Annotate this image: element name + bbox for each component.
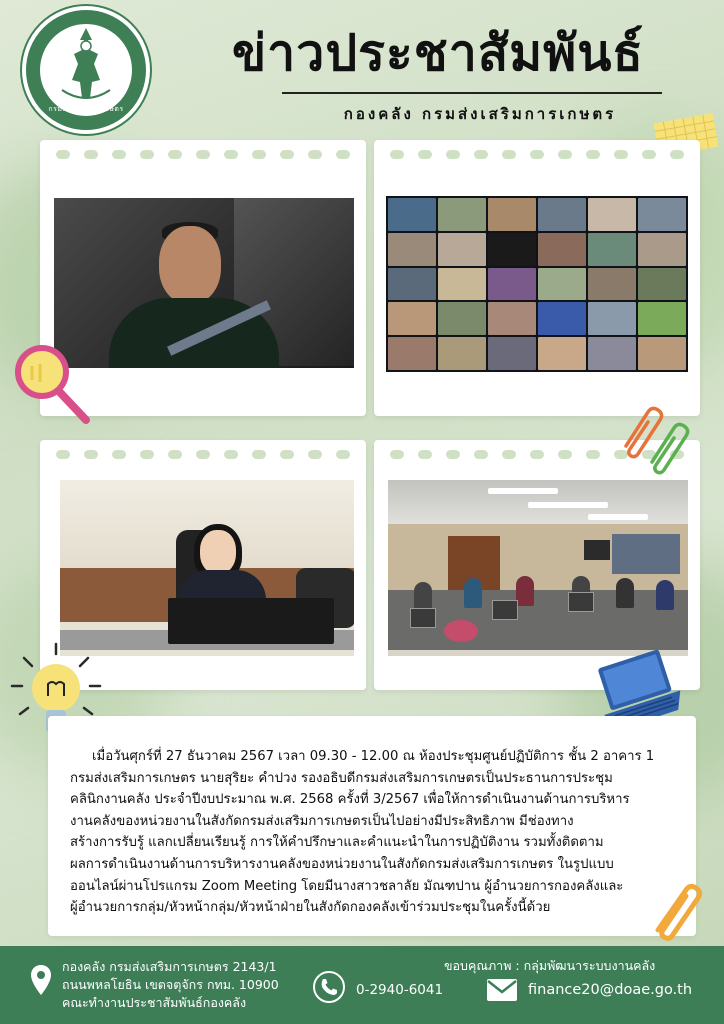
zoom-participant-photo (54, 198, 354, 368)
meeting-room-photo (388, 480, 688, 656)
card-dots (56, 150, 350, 160)
address-line: กองคลัง กรมส่งเสริมการเกษตร 2143/1 (62, 959, 277, 974)
address-line: คณะทำงานประชาสัมพันธ์กองคลัง (62, 995, 247, 1010)
article-line: คลินิกงานคลัง ประจำปีงบประมาณ พ.ศ. 2568 ครั้งที่ 3/2567 เพื่อให้การดำเนินงานด้านการบริหาร (70, 792, 630, 808)
article-line: กรมส่งเสริมการเกษตร นายสุริยะ คำปวง รองอธิบดีกรมส่งเสริมการเกษตรเป็นประธานการประชุม (70, 770, 613, 786)
logo-ring-text: กรมส่งเสริมการเกษตร (48, 105, 124, 113)
article-line: ผลการดำเนินงานด้านการบริหารงานคลังของหน่วยงานในสังกัดกรมส่งเสริมการเกษตร ในรูปแบบ (70, 856, 614, 872)
title-divider (282, 92, 662, 94)
page-title: ข่าวประชาสัมพันธ์ (232, 24, 644, 82)
footer-address (62, 958, 279, 1012)
article-textbox (48, 716, 696, 936)
deity-emblem-icon (48, 24, 124, 106)
card-dots (390, 150, 684, 160)
director-desk-photo (60, 480, 354, 656)
paperclip-icon (648, 876, 712, 942)
article-line: เมื่อวันศุกร์ที่ 27 ธันวาคม 2567 เวลา 09.30 - 12.00 ณ ห้องประชุมศูนย์ปฏิบัติการ ชั้น 2 อาคาร 1 (92, 749, 655, 764)
phone-icon (312, 970, 346, 1004)
footer-phone[interactable]: 0-2940-6041 (356, 982, 444, 998)
department-logo (22, 6, 150, 134)
footer-bar (0, 946, 724, 1024)
article-line: ออนไลน์ผ่านโปรแกรม Zoom Meeting โดยมีนางสาวชลาลัย มัณฑปาน ผู้อำนวยการกองคลังและ (70, 878, 624, 894)
photo-credit: ขอบคุณภาพ : กลุ่มพัฒนาระบบงานคลัง (444, 958, 656, 973)
paperclip-icon (612, 398, 696, 476)
address-line: ถนนพหลโยธิน เขตจตุจักร กทม. 10900 (62, 977, 279, 992)
photo-card (374, 140, 700, 416)
card-dots (56, 450, 350, 460)
article-body (70, 746, 690, 919)
article-line: งานคลังของหน่วยงานในสังกัดกรมส่งเสริมการเกษตรเป็นไปอย่างมีประสิทธิภาพ มีช่องทาง (70, 813, 574, 829)
mail-icon (486, 978, 518, 1002)
location-pin-icon (30, 964, 52, 996)
footer-email[interactable]: finance20@doae.go.th (528, 982, 693, 998)
page-subtitle: กองคลัง กรมส่งเสริมการเกษตร (343, 105, 617, 123)
zoom-gallery-photo (386, 196, 688, 372)
article-line: ผู้อำนวยการกลุ่ม/หัวหน้ากลุ่ม/หัวหน้าฝ่ายในสังกัดกองคลังเข้าร่วมประชุมในครั้งนี้ด้วย (70, 900, 551, 916)
magnifier-icon (14, 342, 94, 426)
article-line: สร้างการรับรู้ แลกเปลี่ยนเรียนรู้ การให้คำปรึกษาและคำแนะนำในการปฏิบัติงาน รวมทั้งติดตาม (70, 835, 604, 851)
